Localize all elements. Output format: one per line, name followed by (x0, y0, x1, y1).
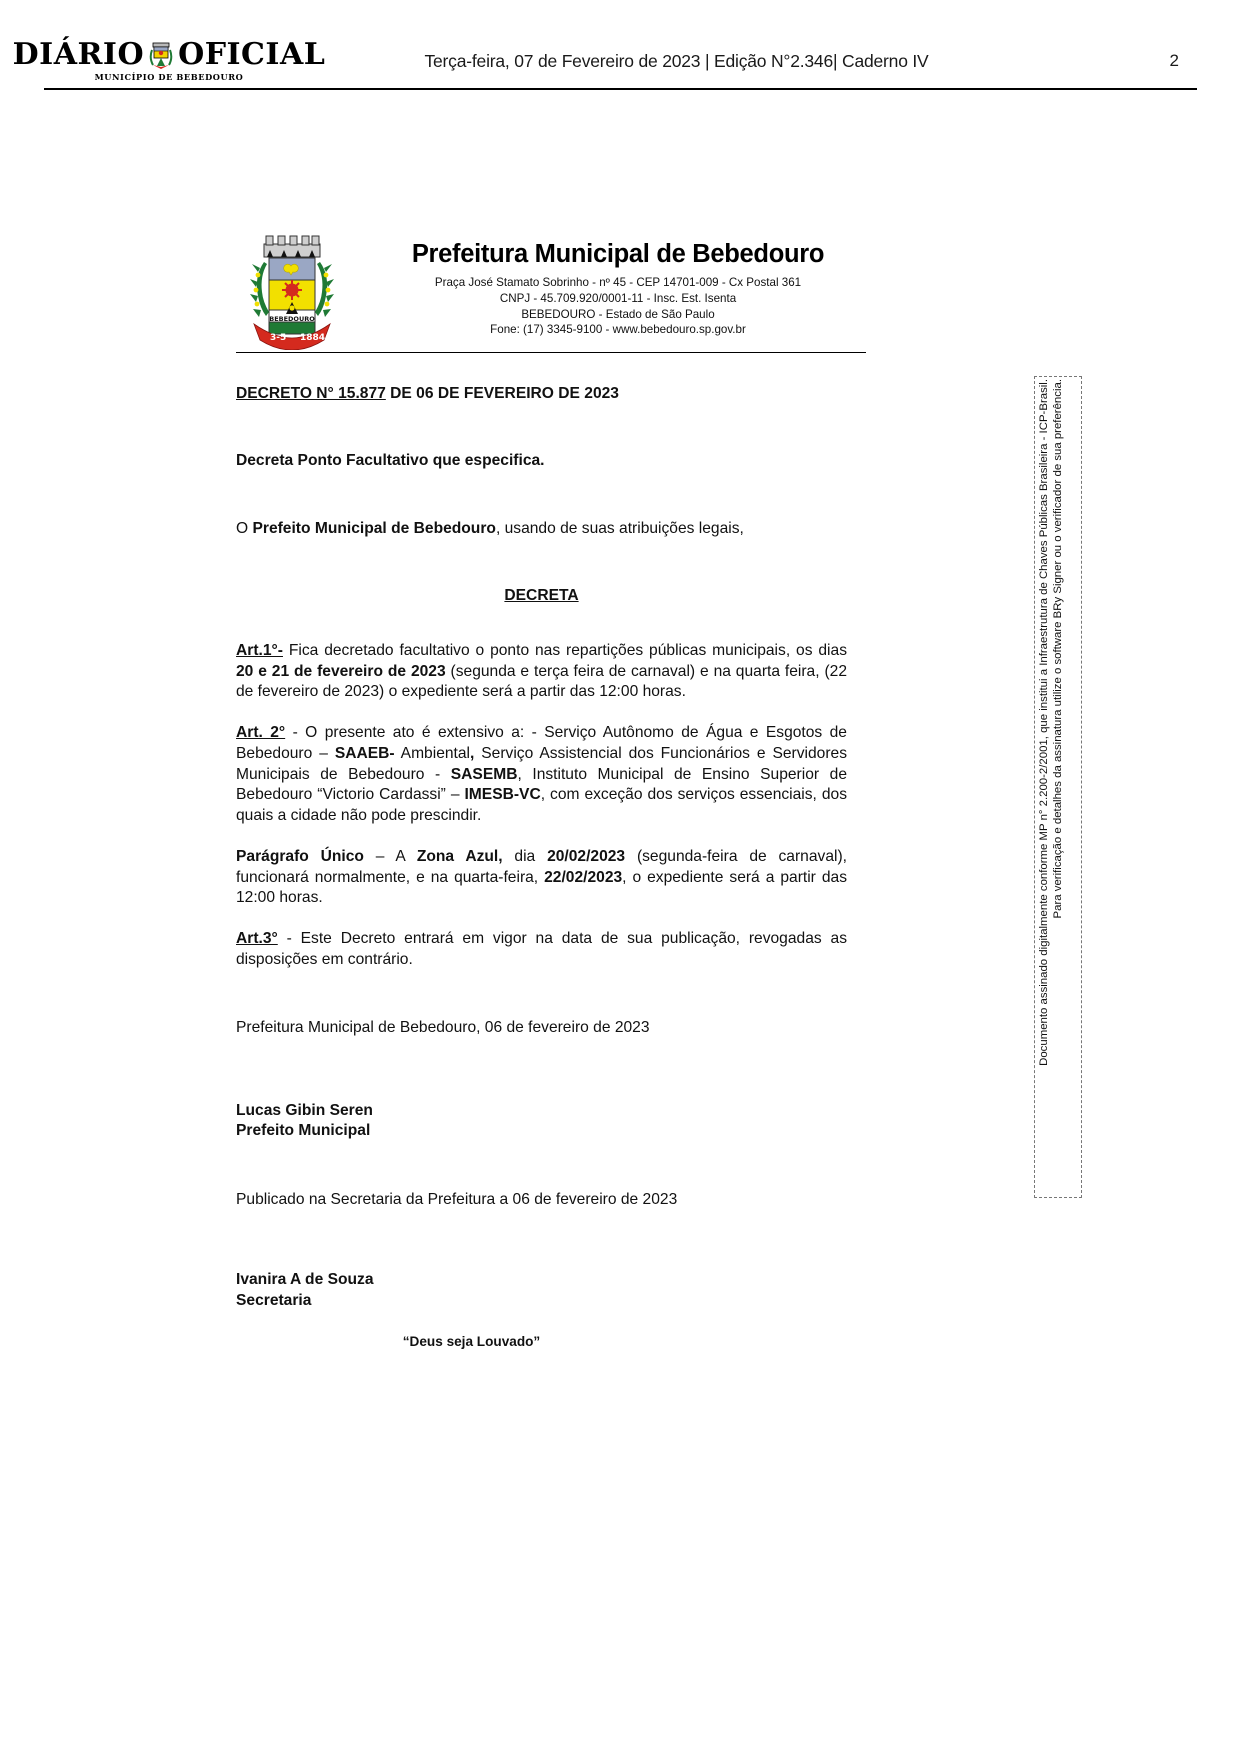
signatory-name: Lucas Gibin Seren (236, 1102, 373, 1120)
digital-signature-lines (1037, 377, 1081, 1199)
coat-of-arms-icon (236, 228, 348, 350)
published-line: Publicado na Secretaria da Prefeitura a 06 de fevereiro de 2023 (236, 1190, 678, 1208)
paragrafo-unico-text-2: dia (502, 847, 548, 865)
paragrafo-unico-zona-azul: Zona Azul, (416, 847, 503, 865)
letterhead (236, 228, 866, 350)
logo-wordmark (12, 37, 326, 72)
article-2-text-1: - O presente ato é extensivo a: - Serviço Autônomo de Água e Esgotos de Bebedouro – (236, 724, 847, 762)
paragrafo-unico-date-2: 22/02/2023 (544, 868, 623, 886)
masthead (12, 34, 1197, 88)
paragrafo-unico (236, 847, 847, 909)
article-1-text-1: Fica decretado facultativo o ponto nas repartições públicas municipais, os dias (282, 641, 847, 659)
article-3-text: - Este Decreto entrará em vigor na data de sua publicação, revogadas as disposições em contrário. (236, 930, 847, 968)
digital-signature-notice-rotated (1035, 377, 1081, 1199)
logo-word-oficial: OFICIAL (178, 37, 326, 72)
svg-text:BEBEDOURO: BEBEDOURO (269, 315, 315, 323)
paragrafo-unico-label: Parágrafo Único (236, 847, 364, 865)
preamble-mayor: Prefeito Municipal de Bebedouro (252, 520, 496, 538)
logo-word-diario: DIÁRIO (12, 37, 145, 72)
article-1-label: Art.1°- (236, 641, 283, 659)
page-number: 2 (1169, 51, 1179, 70)
preamble-suffix: , usando de suas atribuições legais, (495, 520, 744, 538)
article-3-label: Art.3° (236, 930, 278, 948)
article-2-sasemb: SASEMB (450, 765, 518, 783)
article-1-dates: 20 e 21 de fevereiro de 2023 (236, 662, 446, 680)
decree-title (236, 384, 847, 405)
decree-date: DE 06 DE FEVEREIRO DE 2023 (385, 385, 619, 402)
decree-preamble (236, 519, 847, 540)
letterhead-title: Prefeitura Municipal de Bebedouro (411, 240, 825, 269)
letterhead-divider (236, 352, 866, 353)
decree-ementa: Decreta Ponto Facultativo que especifica. (236, 451, 545, 469)
article-2-bold-comma: , (470, 744, 475, 762)
paragrafo-unico-text-3: (segunda-feira de carnaval), funcionará normalmente, e na quarta-feira, (236, 847, 847, 886)
preamble-prefix: O (236, 520, 253, 538)
article-2-imesb: IMESB-VC (464, 786, 541, 804)
article-2-text-4: , Instituto Municipal de Ensino Superior de Bebedouro “Victorio Cardassi” – (236, 765, 847, 804)
secretary-name: Ivanira A de Souza (236, 1271, 374, 1289)
digital-signature-line-2: Para verificação e detalhes da assinatura utilize o software BRy Signer ou o verificador de sua preferência. (1052, 379, 1065, 919)
article-2-text-5: , com exceção dos serviços essenciais, dos quais a cidade não pode prescindir. (236, 786, 847, 825)
decree-body (236, 376, 847, 1351)
article-2-text-2: Ambiental (394, 744, 471, 762)
paragrafo-unico-date-1: 20/02/2023 (547, 847, 626, 865)
edition-line: Terça-feira, 07 de Fevereiro de 2023 | Edição N°2.346| Caderno IV (424, 50, 929, 71)
logo-subtitle: MUNICÍPIO DE BEBEDOURO (94, 72, 244, 82)
local-date-line: Prefeitura Municipal de Bebedouro, 06 de fevereiro de 2023 (236, 1019, 650, 1037)
motto: “Deus seja Louvado” (402, 1334, 541, 1350)
secretary-block (236, 1270, 847, 1311)
decree-number: DECRETO N° 15.877 (236, 385, 386, 402)
svg-text:1884: 1884 (300, 333, 326, 343)
paragrafo-unico-text-4: , o expediente será a partir das 12:00 horas. (236, 868, 847, 907)
letterhead-address: Praça José Stamato Sobrinho - nº 45 - CEP 14701-009 - Cx Postal 361 (434, 276, 802, 290)
article-3 (236, 929, 847, 970)
crest-icon (148, 40, 174, 70)
decreta-heading: DECRETA (504, 587, 579, 605)
paragrafo-unico-text-1: – A (363, 847, 417, 865)
article-2-label: Art. 2° (236, 724, 286, 742)
article-2-saaeb: SAAEB- (334, 744, 395, 762)
signatory-block (236, 1101, 847, 1142)
letterhead-text (366, 240, 866, 338)
signatory-role: Prefeito Municipal (236, 1122, 371, 1140)
article-1 (236, 641, 847, 703)
svg-text:3-5: 3-5 (270, 333, 287, 343)
diario-oficial-logo (12, 37, 326, 82)
secretary-role: Secretaria (236, 1291, 312, 1309)
letterhead-cnpj: CNPJ - 45.709.920/0001-11 - Insc. Est. Isenta (499, 291, 737, 305)
masthead-divider (44, 88, 1197, 90)
article-2 (236, 723, 847, 827)
letterhead-city: BEBEDOURO - Estado de São Paulo (521, 307, 715, 321)
article-2-text-3: Serviço Assistencial dos Funcionários e Servidores Municipais de Bebedouro - (236, 744, 847, 783)
digital-signature-line-1: Documento assinado digitalmente conforme MP n° 2.200-2/2001, que institui a Infraestrutura de Chaves Públicas Brasileira - ICP-Brasil. (1038, 379, 1050, 1066)
letterhead-contact: Fone: (17) 3345-9100 - www.bebedouro.sp.gov.br (490, 323, 746, 337)
digital-signature-notice (1034, 376, 1082, 1198)
article-1-text-2: (segunda e terça feira de carnaval) e na quarta feira, (22 de fevereiro de 2023) o expediente será a partir das 12:00 horas. (236, 662, 847, 701)
